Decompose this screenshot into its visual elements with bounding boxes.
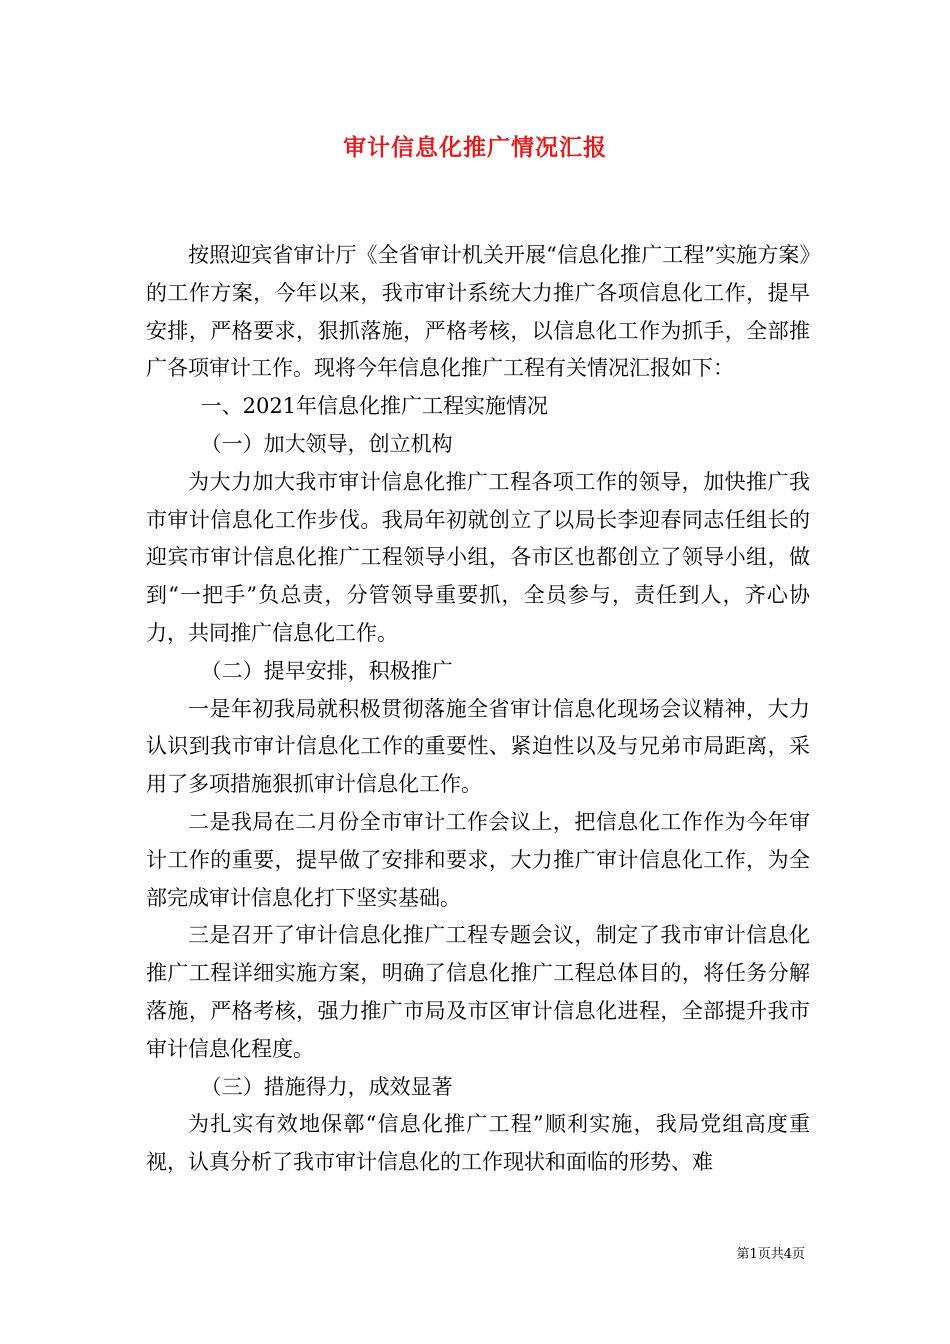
section-heading: （一）加大领导，创立机构 — [200, 431, 453, 456]
body-paragraph: 三是召开了审计信息化推广工程专题会议，制定了我市审计信息化推广工程详细实施方案，明确了信息化推广工程总体目的，将任务分解落施，严格考核，强力推广市局及市区审计信息化进程，全部提升我市审计信息化程度。 — [146, 923, 810, 1061]
body-paragraph: 为大力加大我市审计信息化推广工程各项工作的领导，加快推广我市审计信息化工作步伐。我局年初就创立了以局长李迎春同志任组长的迎宾市审计信息化推广工程领导小组，各市区也都创立了领导小组，做到“一把手”负总责，分管领导重要抓，全员参与，责任到人，齐心协力，共同推广信息化工作。 — [146, 469, 810, 645]
section-heading: （三）措施得力，成效显著 — [200, 1074, 453, 1099]
body-paragraph: 一是年初我局就积极贯彻落施全省审计信息化现场会议精神，大力认识到我市审计信息化工作的重要性、紧迫性以及与兄弟市局距离，采用了多项措施狠抓审计信息化工作。 — [146, 696, 810, 797]
page-footer: 第1页共4页 — [736, 1247, 805, 1262]
body-paragraph: 按照迎宾省审计厅《全省审计机关开展“信息化推广工程”实施方案》的工作方案，今年以来，我市审计系统大力推广各项信息化工作，提早安排，严格要求，狠抓落施，严格考核，以信息化工作为抓手，全部推广各项审计工作。现将今年信息化推广工程有关情况汇报如下： — [146, 243, 810, 381]
body-paragraph: 二是我局在二月份全市审计工作会议上，把信息化工作作为今年审计工作的重要，提早做了安排和要求，大力推广审计信息化工作，为全部完成审计信息化打下坚实基础。 — [146, 809, 810, 910]
document-title: 审计信息化推广情况汇报 — [343, 134, 607, 161]
section-heading: 一、2021年信息化推广工程实施情况 — [200, 394, 549, 419]
section-heading: （二）提早安排，积极推广 — [200, 658, 453, 683]
body-paragraph: 为扎实有效地保鄣“信息化推广工程”顺利实施，我局党组高度重视，认真分析了我市审计信息化的工作现状和面临的形势、难 — [146, 1112, 810, 1175]
document-body — [146, 237, 810, 1182]
